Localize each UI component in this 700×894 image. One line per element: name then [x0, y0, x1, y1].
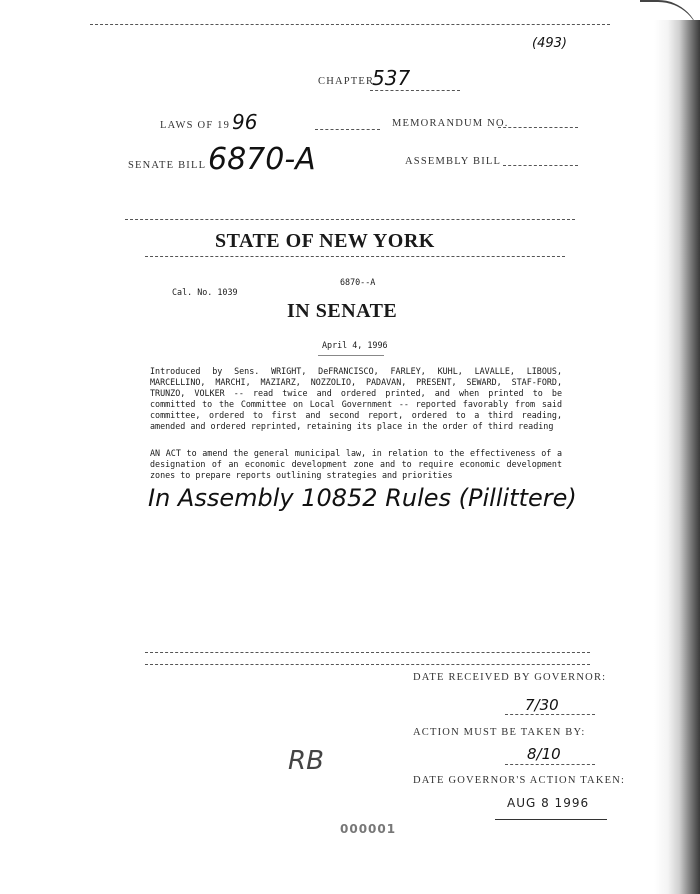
- date-received-line: [505, 714, 595, 715]
- handwritten-assembly-note: In Assembly 10852 Rules (Pillittere): [148, 484, 577, 512]
- action-label: ACTION MUST BE TAKEN BY:: [413, 727, 586, 738]
- chapter-line: [370, 90, 460, 91]
- date-received-value: 7/30: [525, 696, 559, 714]
- laws-line: [315, 129, 380, 130]
- chapter-value: 537: [372, 66, 411, 90]
- date-received-label: DATE RECEIVED BY GOVERNOR:: [413, 672, 607, 683]
- calendar-number: Cal. No. 1039: [172, 287, 238, 297]
- memorandum-label: MEMORANDUM NO.: [392, 118, 509, 129]
- act-paragraph: AN ACT to amend the general municipal law, in relation to the effectiveness of a designation of an economic development zone and to require economic development zones to prepare reports outlining strategies and priorities: [150, 448, 562, 480]
- governor-action-stamp: AUG 8 1996: [507, 796, 590, 810]
- laws-value: 96: [232, 110, 258, 134]
- page-number: 000001: [340, 822, 397, 836]
- action-line: [505, 764, 595, 765]
- corner-mark: (493): [532, 36, 567, 51]
- chamber-title: IN SENATE: [287, 300, 398, 322]
- separator-1: [125, 219, 575, 220]
- laws-label: LAWS OF 19: [160, 120, 231, 131]
- bill-number: 6870--A: [340, 277, 376, 287]
- chapter-label: CHAPTER: [318, 76, 375, 87]
- scan-edge-shadow: [654, 20, 700, 894]
- state-underline: [145, 256, 565, 257]
- governor-action-line: [495, 819, 607, 820]
- action-value: 8/10: [527, 745, 561, 763]
- introduced-paragraph: Introduced by Sens. WRIGHT, DeFRANCISCO, FARLEY, KUHL, LAVALLE, LIBOUS, MARCELLINO, MARCHI, MAZIARZ, NOZZOLIO, PADAVAN, PRESENT, SEWARD, STAF-FORD, TRUNZO, VOLKER -- read twice and ordered printed, and when printed to be committed to the Committee on Local Government -- reported favorably from said committee, ordered to first and second report, ordered to a third reading, amended and ordered reprinted, retaining its place in the order of third reading: [150, 366, 562, 431]
- governor-action-label: DATE GOVERNOR'S ACTION TAKEN:: [413, 775, 626, 786]
- state-title: STATE OF NEW YORK: [215, 230, 435, 252]
- bill-date: April 4, 1996: [322, 340, 388, 350]
- separator-2: [145, 652, 590, 653]
- senate-bill-value: 6870-A: [208, 142, 316, 177]
- top-rule: [90, 24, 610, 25]
- separator-3: [145, 664, 590, 665]
- assembly-line: [503, 165, 578, 166]
- memorandum-line: [498, 127, 578, 128]
- senate-bill-label: SENATE BILL: [128, 160, 207, 171]
- date-rule: [318, 355, 384, 356]
- handwritten-initials: RB: [288, 746, 324, 776]
- assembly-bill-label: ASSEMBLY BILL: [405, 156, 502, 167]
